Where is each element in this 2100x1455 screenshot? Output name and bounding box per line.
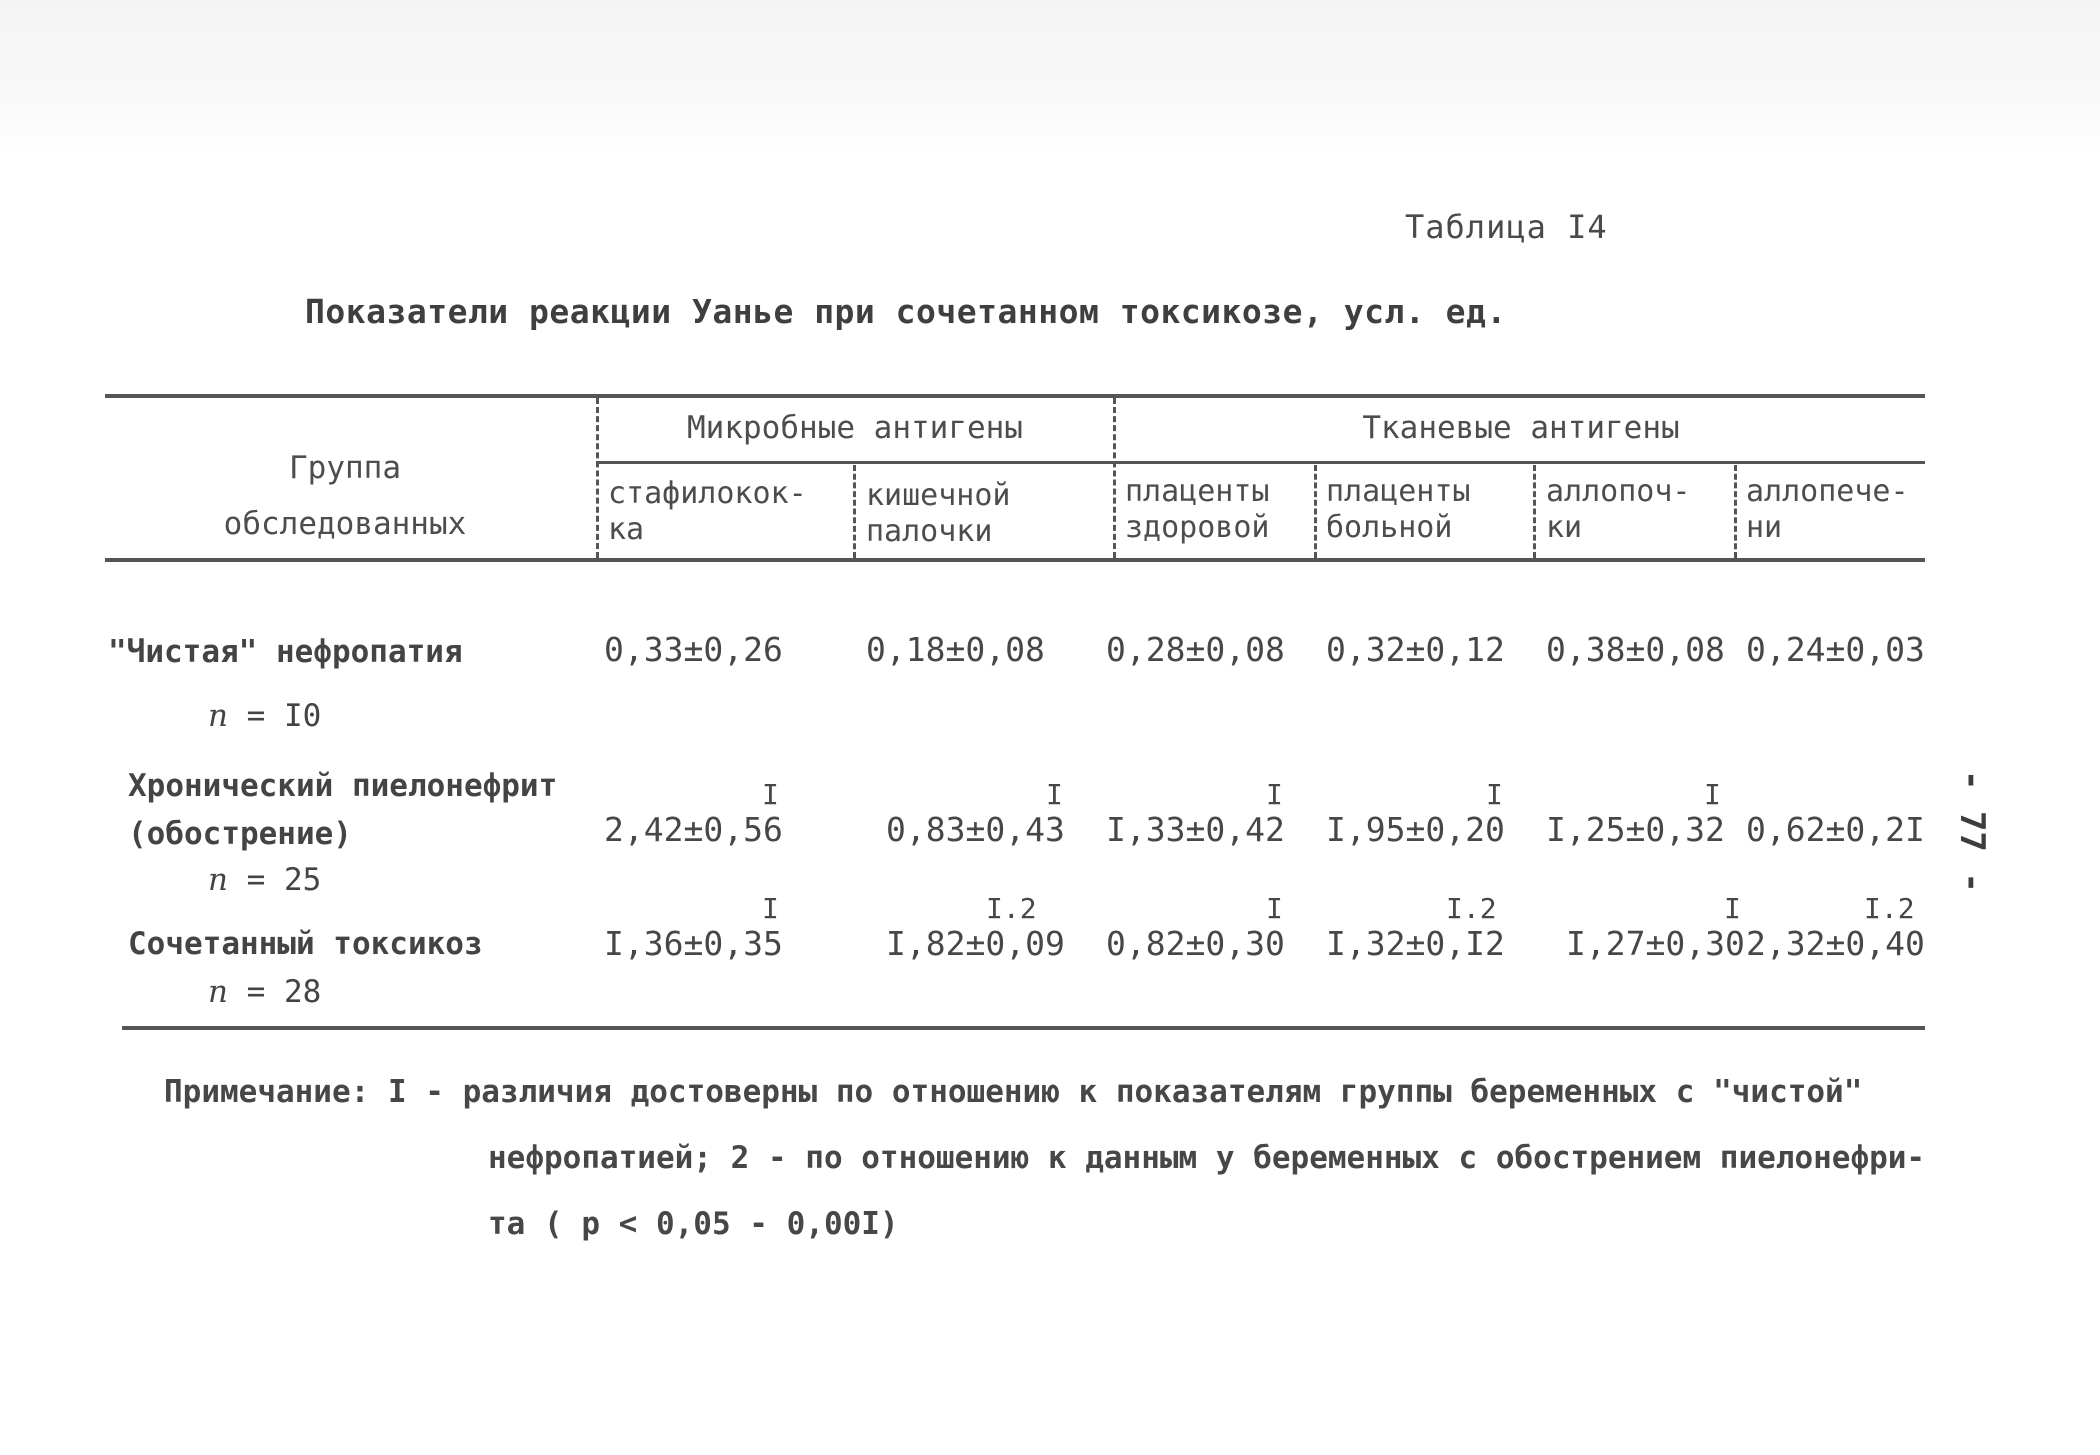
row-n-pure-nephropathy: n = I0 xyxy=(208,698,322,734)
cell-r2-c3: I,33±0,42 xyxy=(1106,810,1285,849)
header-col-alloliver: аллопече- ни xyxy=(1746,474,1909,545)
cell-r1-c2: 0,18±0,08 xyxy=(866,630,1045,669)
header-microbial-antigens: Микробные антигены xyxy=(687,410,1023,446)
cell-r2-c1: 2,42±0,56 xyxy=(604,810,783,849)
divider-group-col xyxy=(596,398,599,558)
cell-r3-c2: I,82±0,09 xyxy=(886,924,1065,963)
mark-r3-c4: I.2 xyxy=(1446,892,1497,925)
header-group: Группа обследованных xyxy=(223,450,467,542)
row-n-chronic-pyelonephritis: n = 25 xyxy=(208,862,322,898)
cell-r1-c4: 0,32±0,12 xyxy=(1326,630,1505,669)
table-caption: Показатели реакции Уанье при сочетанном токсикозе, усл. ед. xyxy=(305,292,1507,331)
mark-r2-c5: I xyxy=(1704,778,1721,811)
header-col-diseased-placenta: плаценты больной xyxy=(1326,474,1471,545)
header-bottom-rule xyxy=(105,558,1925,562)
header-col-staphylococcus: стафилокок- ка xyxy=(608,476,807,547)
mark-r2-c3: I xyxy=(1266,778,1283,811)
footnote-line-3: та ( p < 0,05 - 0,00I) xyxy=(488,1206,899,1242)
divider-col-2 xyxy=(853,465,856,558)
divider-col-4 xyxy=(1314,465,1317,558)
bleed-through-area xyxy=(0,0,2100,150)
page-number: - 77 - xyxy=(1952,770,1992,893)
cell-r2-c5: I,25±0,32 xyxy=(1546,810,1725,849)
header-sub-rule xyxy=(596,461,1925,464)
cell-r2-c2: 0,83±0,43 xyxy=(886,810,1065,849)
header-col-allokidney: аллопоч- ки xyxy=(1546,474,1691,545)
table-number: Таблица I4 xyxy=(1405,208,1608,246)
divider-col-5 xyxy=(1533,465,1536,558)
header-col-healthy-placenta: плаценты здоровой xyxy=(1125,474,1270,545)
row-n-combined-toxicosis: n = 28 xyxy=(208,974,322,1010)
mark-r3-c3: I xyxy=(1266,892,1283,925)
cell-r2-c6: 0,62±0,2I xyxy=(1746,810,1925,849)
header-col-e-coli: кишечной палочки xyxy=(866,478,1011,549)
cell-r1-c1: 0,33±0,26 xyxy=(604,630,783,669)
mark-r3-c5: I xyxy=(1724,892,1741,925)
cell-r3-c1: I,36±0,35 xyxy=(604,924,783,963)
cell-r3-c6: 2,32±0,40 xyxy=(1746,924,1925,963)
cell-r3-c3: 0,82±0,30 xyxy=(1106,924,1285,963)
mark-r3-c6: I.2 xyxy=(1864,892,1915,925)
cell-r1-c5: 0,38±0,08 xyxy=(1546,630,1725,669)
table-bottom-rule xyxy=(122,1026,1925,1030)
cell-r3-c4: I,32±0,I2 xyxy=(1326,924,1505,963)
table-top-rule xyxy=(105,394,1925,398)
mark-r2-c1: I xyxy=(762,778,779,811)
mark-r2-c2: I xyxy=(1046,778,1063,811)
header-tissue-antigens: Тканевые антигены xyxy=(1362,410,1680,446)
footnote-line-1: Примечание: I - различия достоверны по отношению к показателям группы беременных с "чистой" xyxy=(164,1074,1863,1110)
cell-r1-c3: 0,28±0,08 xyxy=(1106,630,1285,669)
row-label-pure-nephropathy: "Чистая" нефропатия xyxy=(108,634,463,670)
mark-r2-c4: I xyxy=(1486,778,1503,811)
mark-r3-c2: I.2 xyxy=(986,892,1037,925)
row-label-combined-toxicosis: Сочетанный токсикоз xyxy=(128,926,483,962)
divider-col-6 xyxy=(1734,465,1737,558)
row-label-chronic-pyelonephritis: Хронический пиелонефрит (обострение) xyxy=(128,768,558,852)
cell-r1-c6: 0,24±0,03 xyxy=(1746,630,1925,669)
mark-r3-c1: I xyxy=(762,892,779,925)
cell-r3-c5: I,27±0,30 xyxy=(1566,924,1745,963)
divider-microbial-tissue xyxy=(1113,398,1116,558)
cell-r2-c4: I,95±0,20 xyxy=(1326,810,1505,849)
footnote-line-2: нефропатией; 2 - по отношению к данным у беременных с обострением пиелонефри- xyxy=(488,1140,1926,1176)
